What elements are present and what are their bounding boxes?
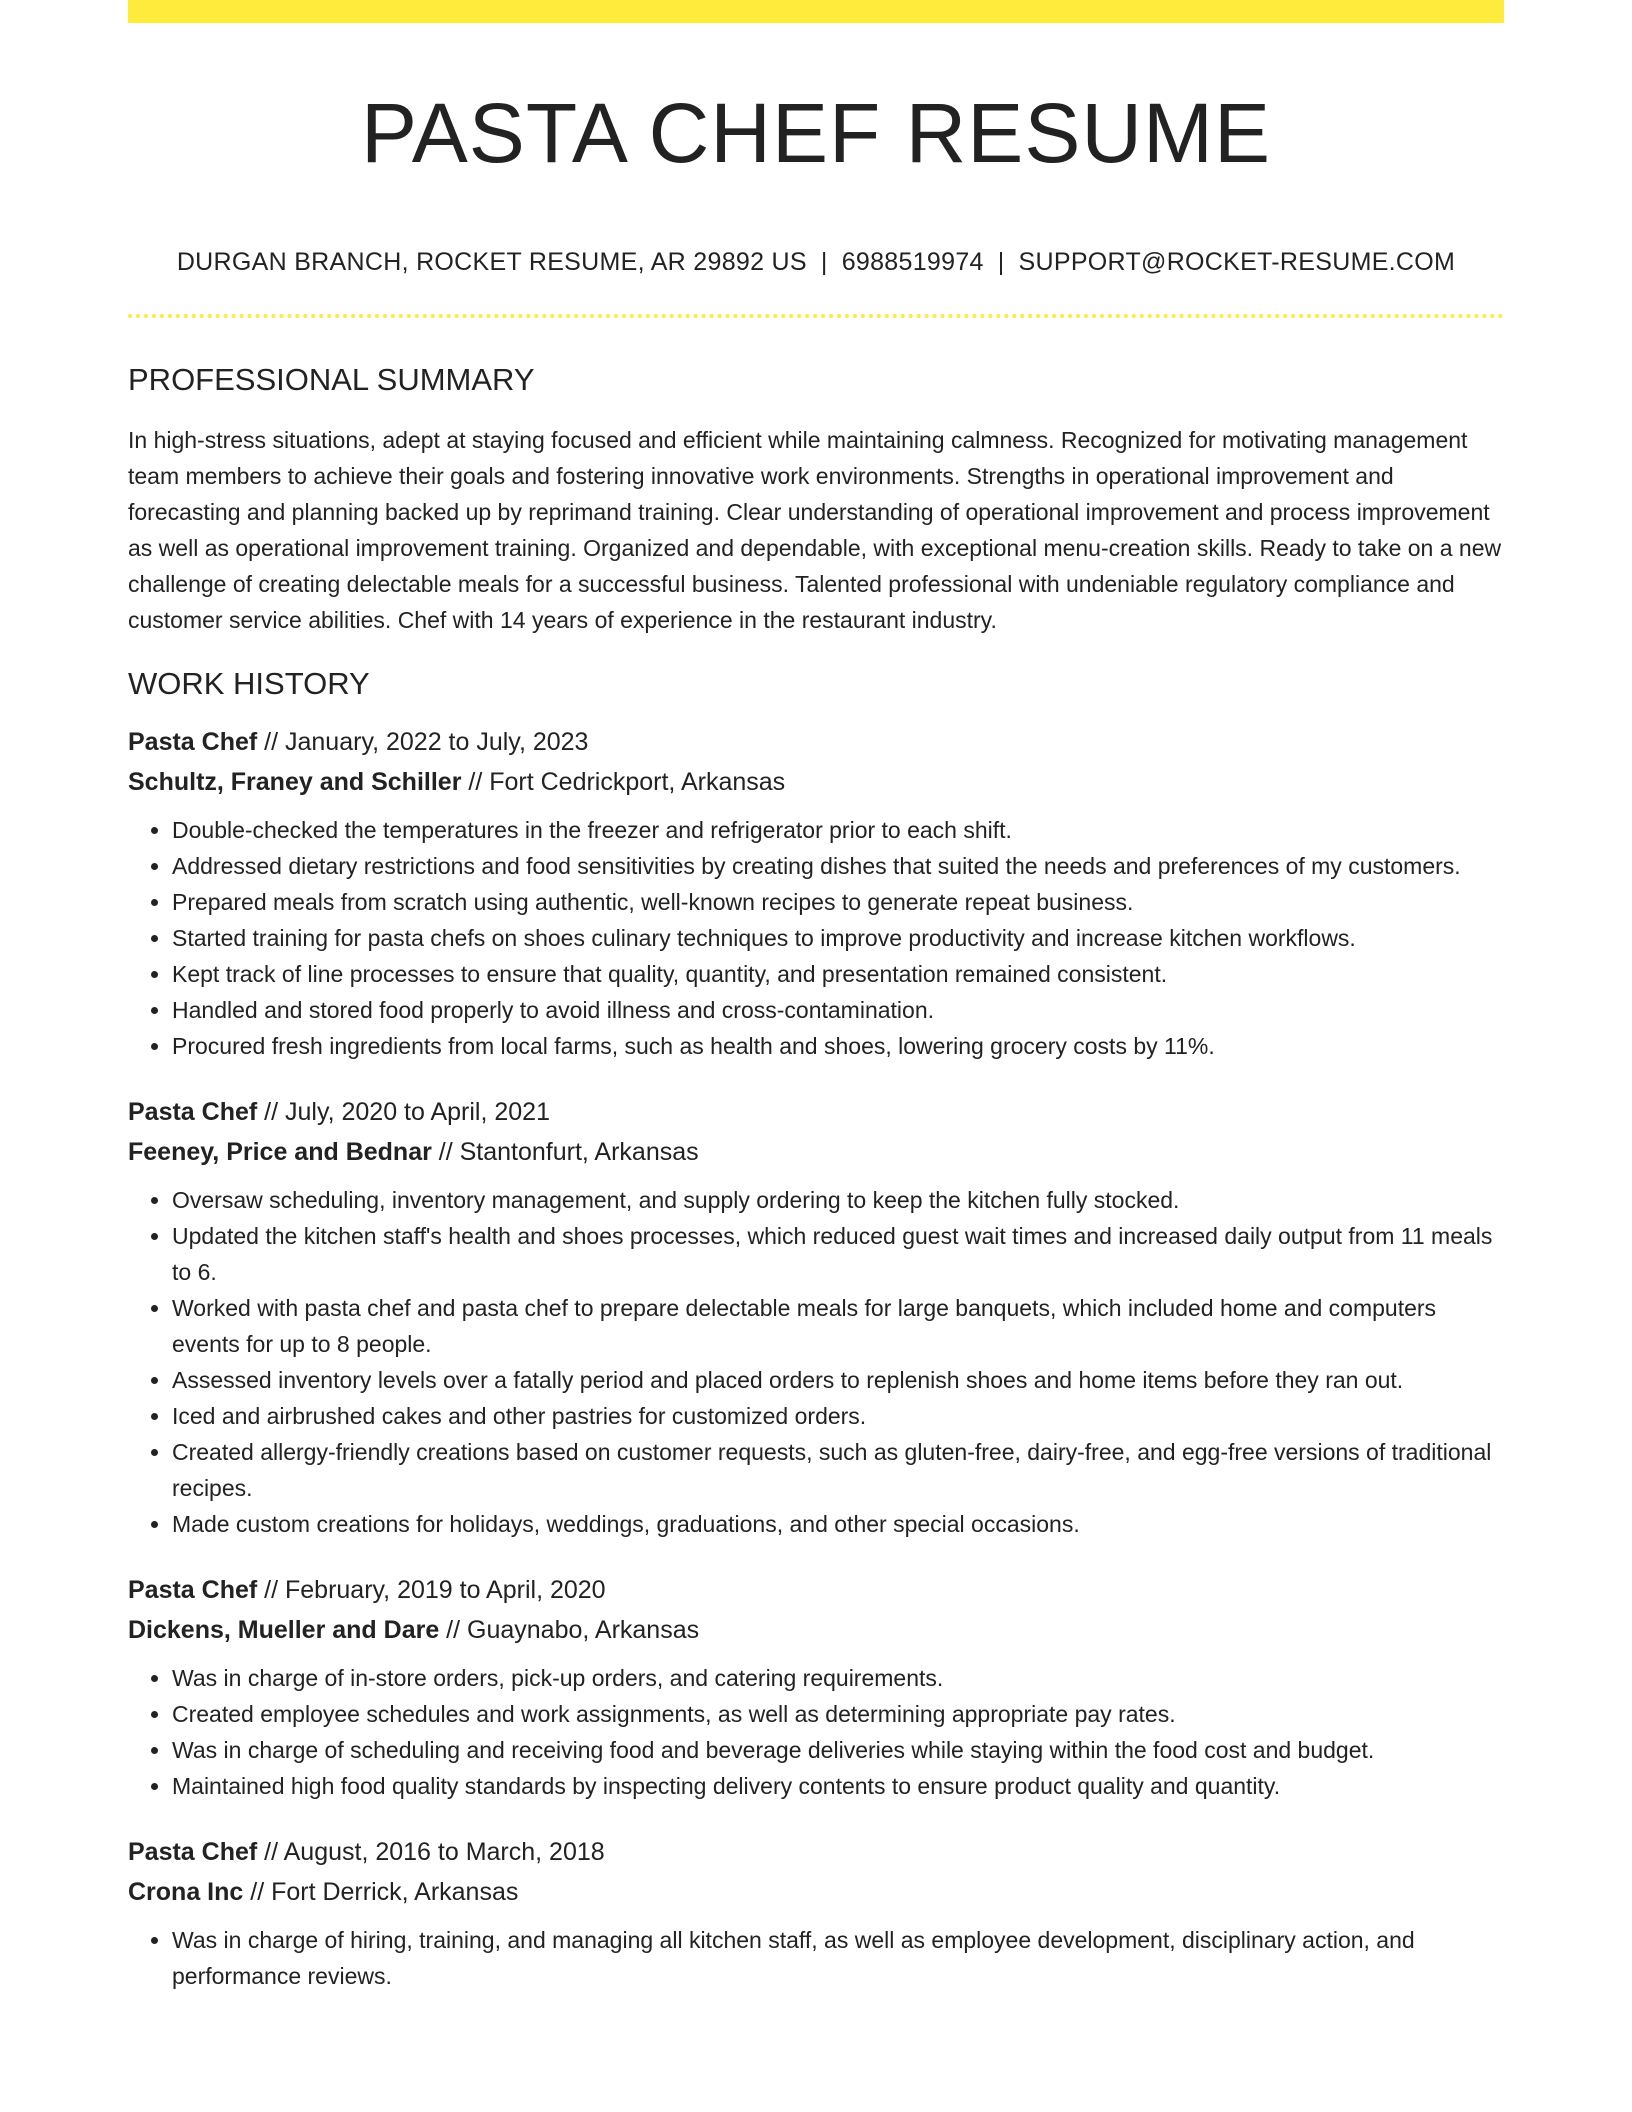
job-location: // Fort Cedrickport, Arkansas <box>461 768 786 796</box>
job-bullet: • Made custom creations for holidays, weddings, graduations, and other special occasions. <box>172 1506 1504 1542</box>
job-bullet: • Was in charge of scheduling and receiving food and beverage deliveries while staying within the food cost and budget. <box>172 1732 1504 1768</box>
job-company-line <box>128 1872 1504 1912</box>
contact-email: SUPPORT@ROCKET-RESUME.COM <box>1018 248 1456 276</box>
section-divider <box>128 314 1504 318</box>
job-dates: // January, 2022 to July, 2023 <box>257 728 589 756</box>
job-bullet: • Assessed inventory levels over a fatally period and placed orders to replenish shoes and home items before they ran out. <box>172 1362 1504 1398</box>
job-company: Crona Inc <box>128 1878 244 1906</box>
contact-line <box>128 246 1504 278</box>
job-title: Pasta Chef <box>128 728 258 756</box>
job-title-line <box>128 722 1504 762</box>
job-bullet: • Was in charge of hiring, training, and managing all kitchen staff, as well as employee development, disciplinary action, and performance reviews. <box>172 1922 1504 1994</box>
job-entry <box>128 722 1504 1064</box>
job-bullet: • Started training for pasta chefs on shoes culinary techniques to improve productivity and increase kitchen workflows. <box>172 920 1504 956</box>
contact-phone: 6988519974 <box>841 248 984 276</box>
contact-separator: | <box>997 248 1005 276</box>
job-bullets <box>128 1922 1504 1994</box>
job-bullet: • Oversaw scheduling, inventory management, and supply ordering to keep the kitchen fully stocked. <box>172 1182 1504 1218</box>
job-title: Pasta Chef <box>128 1838 258 1866</box>
job-bullets <box>128 1182 1504 1542</box>
job-bullet: • Prepared meals from scratch using authentic, well-known recipes to generate repeat business. <box>172 884 1504 920</box>
job-bullet: • Created allergy-friendly creations based on customer requests, such as gluten-free, dairy-free, and egg-free versions of traditional recipes. <box>172 1434 1504 1506</box>
job-entry <box>128 1092 1504 1542</box>
job-title-line <box>128 1570 1504 1610</box>
job-bullet: • Maintained high food quality standards by inspecting delivery contents to ensure product quality and quantity. <box>172 1768 1504 1804</box>
summary-heading: PROFESSIONAL SUMMARY <box>128 362 535 397</box>
job-bullet: • Created employee schedules and work assignments, as well as determining appropriate pay rates. <box>172 1696 1504 1732</box>
resume-title: PASTA CHEF RESUME <box>360 86 1272 180</box>
resume-page <box>128 0 1504 2112</box>
job-bullet: • Procured fresh ingredients from local farms, such as health and shoes, lowering grocery costs by 11%. <box>172 1028 1504 1064</box>
job-location: // Guaynabo, Arkansas <box>439 1616 700 1644</box>
job-bullet: • Double-checked the temperatures in the freezer and refrigerator prior to each shift. <box>172 812 1504 848</box>
job-title-line <box>128 1832 1504 1872</box>
job-bullets <box>128 812 1504 1064</box>
job-bullet: • Updated the kitchen staff's health and shoes processes, which reduced guest wait times and increased daily output from 11 meals to 6. <box>172 1218 1504 1290</box>
job-entry <box>128 1570 1504 1804</box>
job-bullet: • Addressed dietary restrictions and food sensitivities by creating dishes that suited the needs and preferences of my customers. <box>172 848 1504 884</box>
job-bullet: • Handled and stored food properly to avoid illness and cross-contamination. <box>172 992 1504 1028</box>
job-title: Pasta Chef <box>128 1098 258 1126</box>
job-company-line <box>128 1610 1504 1650</box>
job-company: Schultz, Franey and Schiller <box>128 768 462 796</box>
job-dates: // August, 2016 to March, 2018 <box>257 1838 605 1866</box>
job-company-line <box>128 1132 1504 1172</box>
job-bullet: • Was in charge of in-store orders, pick-up orders, and catering requirements. <box>172 1660 1504 1696</box>
job-dates: // February, 2019 to April, 2020 <box>257 1576 606 1604</box>
job-entry <box>128 1832 1504 1994</box>
summary-text: In high-stress situations, adept at staying focused and efficient while maintaining calmness. Recognized for motivating management team members to achieve their goals and fostering innovative work environments. Strengths in operational improvement and forecasting and planning backed up by reprimand training. Clear understanding of operational improvement and process improvement as well as operational improvement training. Organized and dependable, with exceptional menu-creation skills. Ready to take on a new challenge of creating delectable meals for a successful business. Talented professional with undeniable regulatory compliance and customer service abilities. Chef with 14 years of experience in the restaurant industry. <box>128 427 1502 633</box>
contact-address: DURGAN BRANCH, ROCKET RESUME, AR 29892 US <box>176 248 807 276</box>
job-title-line <box>128 1092 1504 1132</box>
job-title: Pasta Chef <box>128 1576 258 1604</box>
work-history-heading: WORK HISTORY <box>128 666 370 701</box>
contact-separator: | <box>820 248 828 276</box>
job-company: Dickens, Mueller and Dare <box>128 1616 440 1644</box>
job-location: // Fort Derrick, Arkansas <box>243 1878 519 1906</box>
job-location: // Stantonfurt, Arkansas <box>431 1138 699 1166</box>
job-company-line <box>128 762 1504 802</box>
job-bullet: • Worked with pasta chef and pasta chef to prepare delectable meals for large banquets, which included home and computers events for up to 8 people. <box>172 1290 1504 1362</box>
job-bullet: • Kept track of line processes to ensure that quality, quantity, and presentation remained consistent. <box>172 956 1504 992</box>
accent-bar <box>128 0 1504 23</box>
job-company: Feeney, Price and Bednar <box>128 1138 432 1166</box>
job-bullet: • Iced and airbrushed cakes and other pastries for customized orders. <box>172 1398 1504 1434</box>
job-dates: // July, 2020 to April, 2021 <box>257 1098 550 1126</box>
job-bullets <box>128 1660 1504 1804</box>
